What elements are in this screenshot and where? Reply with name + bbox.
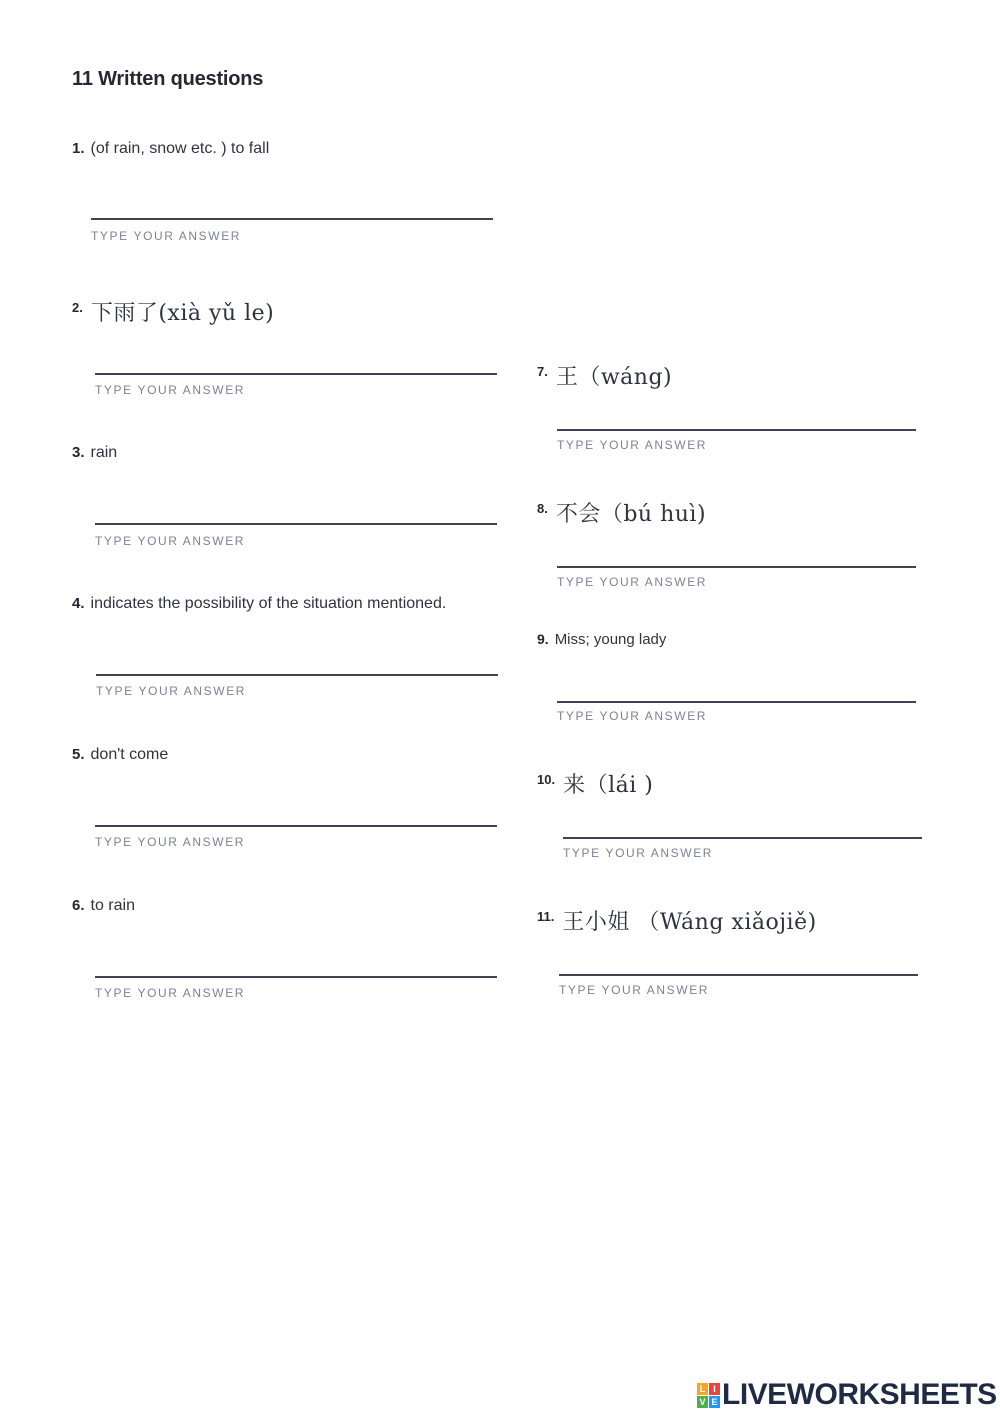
answer-input-5[interactable] xyxy=(95,801,497,827)
question-number: 8. xyxy=(537,501,548,516)
question-prompt: 不会（bú huì) xyxy=(555,502,707,527)
answer-hint: TYPE YOUR ANSWER xyxy=(557,438,708,452)
question-prompt: 来（lái ) xyxy=(563,773,654,798)
logo-letter: L xyxy=(697,1383,708,1395)
answer-input-11[interactable] xyxy=(559,950,918,976)
question-number: 10. xyxy=(537,772,556,787)
question-number: 3. xyxy=(72,444,85,461)
answer-hint: TYPE YOUR ANSWER xyxy=(95,986,246,1000)
question-number: 4. xyxy=(72,595,85,612)
question-3 xyxy=(72,444,512,462)
question-prompt: 王（wáng) xyxy=(555,365,673,390)
page-title: 11 Written questions xyxy=(72,68,264,90)
logo-mark-icon xyxy=(697,1383,720,1408)
question-number: 1. xyxy=(72,140,85,157)
question-7 xyxy=(537,360,977,391)
question-1 xyxy=(72,140,512,158)
answer-input-6[interactable] xyxy=(95,952,497,978)
answer-hint: TYPE YOUR ANSWER xyxy=(96,684,247,698)
question-number: 9. xyxy=(537,631,549,647)
question-prompt: don't come xyxy=(90,746,169,763)
question-prompt: (of rain, snow etc. ) to fall xyxy=(90,140,270,157)
question-9 xyxy=(537,631,977,648)
answer-input-10[interactable] xyxy=(563,813,922,839)
answer-hint: TYPE YOUR ANSWER xyxy=(557,709,708,723)
logo-text: LIVEWORKSHEETS xyxy=(722,1378,997,1411)
answer-hint: TYPE YOUR ANSWER xyxy=(563,846,714,860)
answer-input-4[interactable] xyxy=(96,650,498,676)
answer-hint: TYPE YOUR ANSWER xyxy=(95,534,246,548)
answer-hint: TYPE YOUR ANSWER xyxy=(95,383,246,397)
question-11 xyxy=(537,905,977,936)
answer-input-2[interactable] xyxy=(95,349,497,375)
question-6 xyxy=(72,897,512,915)
answer-input-7[interactable] xyxy=(557,405,916,431)
question-prompt: 下雨了(xià yǔ le) xyxy=(90,301,275,326)
question-number: 5. xyxy=(72,746,85,763)
question-5 xyxy=(72,746,512,764)
question-2 xyxy=(72,296,512,327)
question-prompt: to rain xyxy=(90,897,135,914)
question-prompt: rain xyxy=(90,444,118,461)
answer-input-1[interactable] xyxy=(91,194,493,220)
question-number: 11. xyxy=(537,909,555,924)
question-number: 7. xyxy=(537,364,548,379)
answer-hint: TYPE YOUR ANSWER xyxy=(95,835,246,849)
answer-input-9[interactable] xyxy=(557,677,916,703)
question-prompt: indicates the possibility of the situation mentioned. xyxy=(90,595,447,612)
question-number: 2. xyxy=(72,300,83,315)
logo-letter: V xyxy=(697,1396,708,1408)
question-8 xyxy=(537,497,977,528)
question-10 xyxy=(537,768,977,799)
logo-letter: E xyxy=(709,1396,720,1408)
answer-hint: TYPE YOUR ANSWER xyxy=(557,575,708,589)
question-prompt: 王小姐 （Wáng xiǎojiě) xyxy=(562,910,817,935)
liveworksheets-logo xyxy=(697,1378,997,1412)
question-4 xyxy=(72,595,512,613)
answer-input-8[interactable] xyxy=(557,542,916,568)
logo-letter: I xyxy=(709,1383,720,1395)
answer-hint: TYPE YOUR ANSWER xyxy=(559,983,710,997)
answer-input-3[interactable] xyxy=(95,499,497,525)
answer-hint: TYPE YOUR ANSWER xyxy=(91,229,242,243)
question-number: 6. xyxy=(72,897,85,914)
question-prompt: Miss; young lady xyxy=(554,631,667,648)
